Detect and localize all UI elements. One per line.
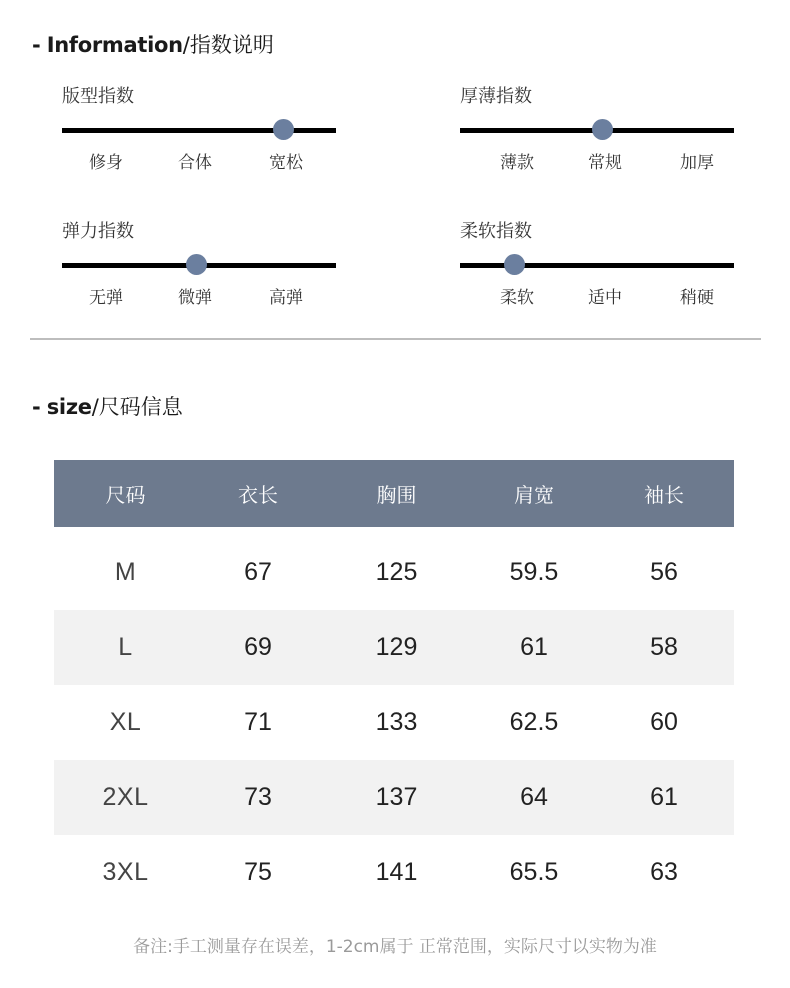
index-title: 版型指数 (62, 86, 134, 107)
index-label-low: 薄款 (500, 153, 534, 173)
cell-shoulder: 59.5 (509, 558, 559, 586)
index-label-mid: 合体 (178, 153, 212, 173)
section-dash: - (32, 395, 41, 419)
cell-length: 73 (244, 783, 272, 811)
section-title-en: Information (46, 33, 183, 57)
cell-chest: 141 (375, 858, 418, 886)
cell-sleeve: 60 (650, 708, 678, 736)
index-title: 厚薄指数 (460, 86, 532, 107)
index-label-mid: 常规 (588, 153, 622, 173)
index-elasticity (62, 217, 336, 327)
measurement-note: 备注:手工测量存在误差，1-2cm属于 正常范围，实际尺寸以实物为准 (133, 937, 657, 957)
index-knob (273, 119, 294, 140)
index-label-high: 加厚 (680, 153, 714, 173)
index-track (62, 128, 336, 133)
index-thickness (460, 82, 734, 192)
cell-length: 71 (244, 708, 272, 736)
cell-sleeve: 56 (650, 558, 678, 586)
index-softness (460, 217, 734, 327)
info-section-title (32, 29, 274, 59)
cell-size: XL (109, 708, 142, 736)
section-dash: - (32, 33, 41, 57)
cell-chest: 129 (375, 633, 418, 661)
cell-chest: 137 (375, 783, 418, 811)
index-knob (186, 254, 207, 275)
cell-sleeve: 63 (650, 858, 678, 886)
index-label-low: 柔软 (500, 288, 534, 308)
index-label-high: 高弹 (269, 288, 303, 308)
index-label-low: 无弹 (89, 288, 123, 308)
cell-size: 2XL (102, 783, 149, 811)
header-sleeve: 袖长 (644, 483, 684, 507)
cell-sleeve: 58 (650, 633, 678, 661)
cell-chest: 125 (375, 558, 418, 586)
cell-size: 3XL (102, 858, 149, 886)
index-label-low: 修身 (89, 153, 123, 173)
section-divider (30, 338, 761, 340)
header-length: 衣长 (238, 483, 278, 507)
index-label-mid: 适中 (588, 288, 622, 308)
cell-size: L (118, 633, 133, 661)
section-title-zh: /尺码信息 (91, 395, 183, 419)
table-row (54, 535, 734, 610)
index-knob (592, 119, 613, 140)
cell-length: 67 (244, 558, 272, 586)
table-row (54, 685, 734, 760)
size-section-title (32, 391, 183, 421)
table-row (54, 760, 734, 835)
table-header (54, 460, 734, 527)
cell-shoulder: 61 (520, 633, 548, 661)
cell-size: M (114, 558, 137, 586)
header-size: 尺码 (105, 483, 146, 507)
index-knob (504, 254, 525, 275)
cell-shoulder: 65.5 (509, 858, 559, 886)
cell-sleeve: 61 (650, 783, 678, 811)
section-title-en: size (46, 395, 92, 419)
index-title: 柔软指数 (460, 221, 532, 242)
header-shoulder: 肩宽 (514, 483, 554, 507)
table-row (54, 610, 734, 685)
index-label-high: 稍硬 (680, 288, 714, 308)
cell-length: 75 (244, 858, 272, 886)
cell-shoulder: 62.5 (509, 708, 559, 736)
cell-chest: 133 (375, 708, 418, 736)
header-chest: 胸围 (376, 483, 417, 507)
table-row (54, 835, 734, 910)
size-table (54, 460, 734, 910)
index-label-high: 宽松 (269, 153, 303, 173)
index-track (460, 263, 734, 268)
cell-shoulder: 64 (520, 783, 548, 811)
section-title-zh: /指数说明 (182, 33, 274, 57)
cell-length: 69 (244, 633, 272, 661)
index-title: 弹力指数 (62, 221, 134, 242)
index-label-mid: 微弹 (178, 288, 212, 308)
index-fit (62, 82, 336, 192)
